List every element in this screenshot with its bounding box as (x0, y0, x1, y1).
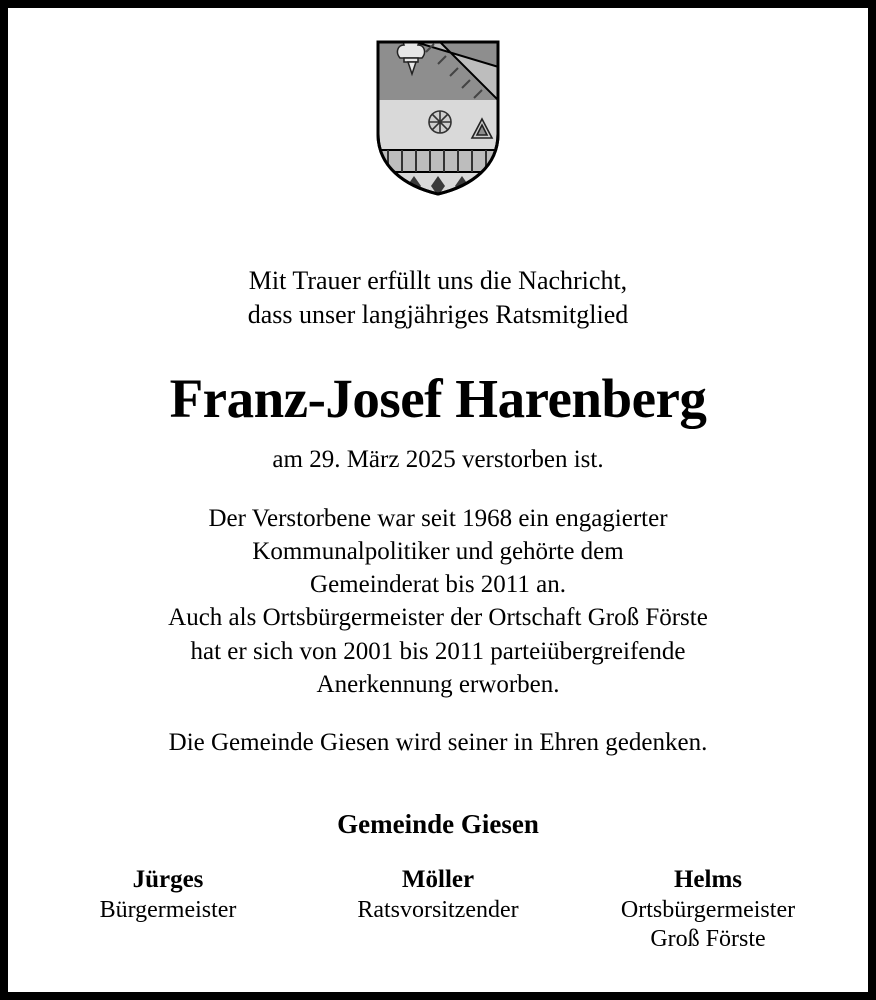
intro-line-2: dass unser langjähriges Ratsmitglied (247, 300, 629, 330)
body-line-5: hat er sich von 2001 bis 2011 parteiübergreifende (190, 637, 686, 665)
signatory-name: Jürges (132, 866, 204, 894)
signatory-name: Möller (401, 866, 475, 894)
signatory-role-second-line: Groß Förste (650, 925, 766, 952)
body-line-4: Auch als Ortsbürgermeister der Ortschaft Groß Förste (168, 604, 708, 632)
signatory-name: Helms (673, 866, 743, 894)
intro-text (248, 264, 629, 333)
intro-line-1: Mit Trauer erfüllt uns die Nachricht, (248, 266, 628, 295)
signatory (33, 866, 303, 954)
signatory (573, 866, 843, 954)
body-line-2: Kommunalpolitiker und gehörte dem (252, 537, 624, 565)
body-line-6: Anerkennung erworben. (316, 670, 560, 698)
signatory-role: Bürgermeister (99, 897, 237, 924)
signatories (8, 866, 868, 954)
signatory-role: Ortsbürgermeister (620, 897, 796, 924)
death-date-line: am 29. März 2025 verstorben ist. (272, 445, 604, 473)
organization-name: Gemeinde Giesen (337, 809, 539, 840)
coat-of-arms-icon (374, 38, 502, 198)
obituary-notice (8, 8, 868, 992)
body-line-3: Gemeinderat bis 2011 an. (310, 571, 566, 599)
deceased-name: Franz-Josef Harenberg (169, 367, 707, 429)
signatory (303, 866, 573, 954)
body-line-1: Der Verstorbene war seit 1968 ein engagierter (208, 504, 668, 532)
body-text (168, 502, 708, 702)
remembrance-text: Die Gemeinde Giesen wird seiner in Ehren gedenken. (168, 729, 708, 757)
signatory-role: Ratsvorsitzender (357, 897, 519, 924)
